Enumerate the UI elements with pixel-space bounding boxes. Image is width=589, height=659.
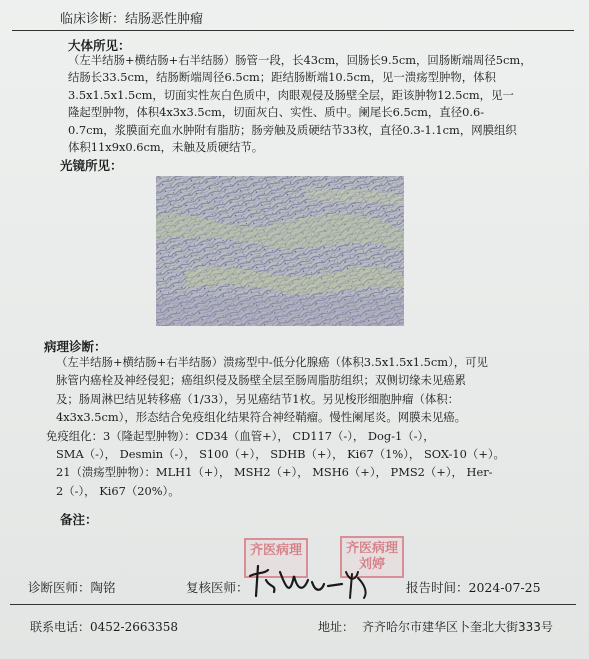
- diagnosis-line: 及；肠周淋巴结见转移癌（1/33），另见癌结节1枚。另见梭形细胞肿瘤（体积：: [56, 391, 460, 406]
- gross-line: （左半结肠+横结肠+右半结肠）肠管一段，长43cm，回肠长9.5cm，回肠断端周径5cm，: [68, 53, 532, 67]
- microscopy-title: 光镜所见：: [60, 158, 123, 173]
- contact-phone: [30, 618, 178, 635]
- report-time-value: 2024-07-25: [468, 580, 541, 595]
- phone-label: 联系电话：: [30, 620, 91, 634]
- review-doctor-label: 复核医师：: [186, 580, 249, 595]
- microscopy-image: [156, 176, 404, 326]
- remarks-title: 备注：: [60, 512, 98, 527]
- diagnosis-line: 21（溃疡型肿物）：MLH1（+）， MSH2（+）， MSH6（+）， PMS2（+）， Her-: [56, 465, 493, 480]
- address: [318, 618, 553, 635]
- report-time-label: 报告时间：: [406, 580, 469, 595]
- diagnosis-line: 免疫组化：3（隆起型肿物）：CD34（血管+）， CD117（-）， Dog-1（-），: [46, 428, 435, 443]
- gross-text: [68, 52, 532, 156]
- report-time: [406, 578, 541, 596]
- diagnosis-line: SMA（-）， Desmin（-）， S100（+）， SDHB（+）， Ki67（1%）， SOX-10（+）。: [56, 447, 505, 462]
- gross-line: 3.5x1.5x1.5cm，切面实性灰白色质中，肉眼观侵及肠壁全层，距该肿物12.5cm，见一: [68, 87, 514, 102]
- stamp-text: 齐医病理: [345, 541, 398, 556]
- gross-line: 结肠长33.5cm，结肠断端周径6.5cm；距结肠断端10.5cm，见一溃疡型肿物，体积: [68, 70, 496, 85]
- gross-title: 大体所见：: [68, 38, 131, 53]
- gross-line: 0.7cm，浆膜面充血水肿附有脂肪；肠旁触及质硬结节33枚，直径0.3-1.1cm，网膜组织: [68, 122, 517, 137]
- diagnosis-title: 病理诊断：: [44, 339, 107, 354]
- footer-divider: [10, 604, 576, 605]
- diagnosing-doctor: [28, 578, 116, 596]
- address-label: 地址：: [318, 620, 355, 634]
- gross-line: 体积11x9x0.6cm，未触及质硬结节。: [68, 140, 264, 155]
- stamp-text: 齐医病理: [249, 543, 302, 558]
- diagnosing-doctor-label: 诊断医师：: [28, 580, 91, 595]
- address-value: 齐齐哈尔市建华区卜奎北大街333号: [362, 620, 553, 634]
- diagnosis-line: 2（-）， Ki67（20%）。: [56, 483, 180, 498]
- diagnosis-line: 脉管内癌栓及神经侵犯；癌组织侵及肠壁全层至肠周脂肪组织；双侧切缘未见癌累: [56, 373, 467, 388]
- clinical-diagnosis: 临床诊断：结肠恶性肿瘤: [60, 12, 204, 27]
- histology-picture: [156, 176, 404, 326]
- diagnosing-doctor-name: 陶铭: [90, 580, 116, 595]
- handwritten-signature: [246, 562, 376, 602]
- diagnosis-line: （左半结肠+横结肠+右半结肠）溃疡型中-低分化腺癌（体积3.5x1.5x1.5cm），可见: [56, 355, 488, 369]
- diagnosis-text: [46, 353, 505, 500]
- gross-line: 隆起型肿物，体积4x3x3.5cm，切面灰白、实性、质中。阑尾长6.5cm，直径0.6-: [68, 105, 485, 120]
- phone-value: 0452-2663358: [90, 620, 179, 634]
- diagnosis-line: 4x3x3.5cm），形态结合免疫组化结果符合神经鞘瘤。慢性阑尾炎。网膜未见癌。: [56, 410, 467, 425]
- header-divider: [12, 30, 574, 31]
- stamp-name: 刘婷: [358, 557, 385, 572]
